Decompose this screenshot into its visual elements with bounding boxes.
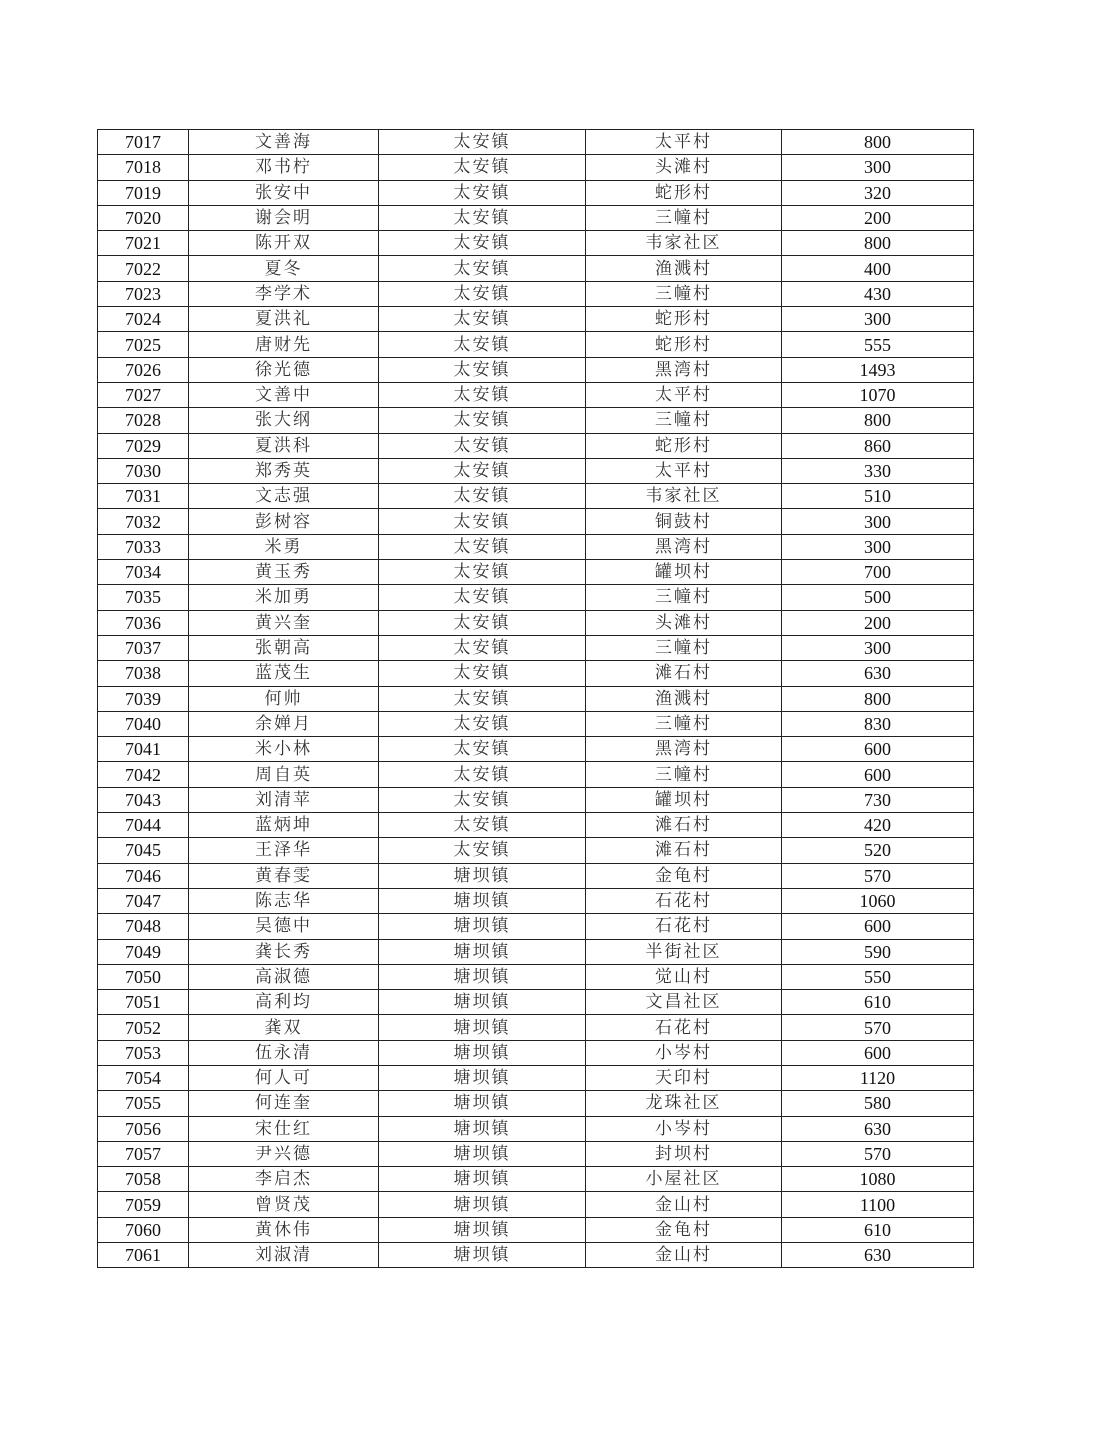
village-cell: 渔溅村 [586,686,782,711]
table-row [98,509,974,534]
amount-cell: 630 [782,1116,974,1141]
town-cell: 塘坝镇 [379,990,586,1015]
table-row [98,155,974,180]
village-cell: 头滩村 [586,610,782,635]
village-cell: 头滩村 [586,155,782,180]
town-cell: 太安镇 [379,205,586,230]
row-number-cell: 7019 [98,180,189,205]
row-number-cell: 7025 [98,332,189,357]
row-number-cell: 7043 [98,787,189,812]
person-name-cell: 黄玉秀 [189,560,379,585]
table-row [98,737,974,762]
table-row [98,357,974,382]
row-number-cell: 7028 [98,408,189,433]
town-cell: 太安镇 [379,686,586,711]
village-cell: 滩石村 [586,661,782,686]
person-name-cell: 刘清苹 [189,787,379,812]
person-name-cell: 张大纲 [189,408,379,433]
row-number-cell: 7056 [98,1116,189,1141]
row-number-cell: 7036 [98,610,189,635]
town-cell: 塘坝镇 [379,1065,586,1090]
amount-cell: 610 [782,990,974,1015]
table-row [98,560,974,585]
village-cell: 三幢村 [586,585,782,610]
person-name-cell: 何人可 [189,1065,379,1090]
person-name-cell: 彭树容 [189,509,379,534]
town-cell: 太安镇 [379,585,586,610]
amount-cell: 520 [782,838,974,863]
row-number-cell: 7031 [98,484,189,509]
row-number-cell: 7054 [98,1065,189,1090]
village-cell: 黑湾村 [586,737,782,762]
table-row [98,433,974,458]
amount-cell: 320 [782,180,974,205]
town-cell: 太安镇 [379,711,586,736]
village-cell: 三幢村 [586,408,782,433]
table-row [98,205,974,230]
amount-cell: 830 [782,711,974,736]
amount-cell: 590 [782,939,974,964]
person-name-cell: 蓝茂生 [189,661,379,686]
person-name-cell: 黄兴奎 [189,610,379,635]
data-table [97,129,974,1268]
table-row [98,1217,974,1242]
person-name-cell: 张安中 [189,180,379,205]
row-number-cell: 7023 [98,281,189,306]
table-row [98,1091,974,1116]
town-cell: 太安镇 [379,180,586,205]
person-name-cell: 文善中 [189,382,379,407]
village-cell: 三幢村 [586,635,782,660]
row-number-cell: 7050 [98,964,189,989]
table-row [98,231,974,256]
person-name-cell: 宋仕红 [189,1116,379,1141]
amount-cell: 630 [782,661,974,686]
table-row [98,458,974,483]
table-row [98,711,974,736]
person-name-cell: 王泽华 [189,838,379,863]
row-number-cell: 7053 [98,1040,189,1065]
town-cell: 太安镇 [379,509,586,534]
town-cell: 塘坝镇 [379,1192,586,1217]
table-row [98,914,974,939]
village-cell: 蛇形村 [586,433,782,458]
person-name-cell: 米加勇 [189,585,379,610]
amount-cell: 300 [782,307,974,332]
village-cell: 小岑村 [586,1040,782,1065]
table-row [98,635,974,660]
town-cell: 太安镇 [379,484,586,509]
row-number-cell: 7058 [98,1167,189,1192]
amount-cell: 550 [782,964,974,989]
amount-cell: 630 [782,1243,974,1268]
person-name-cell: 李启杰 [189,1167,379,1192]
town-cell: 太安镇 [379,635,586,660]
table-row [98,610,974,635]
row-number-cell: 7039 [98,686,189,711]
table-row [98,307,974,332]
row-number-cell: 7033 [98,534,189,559]
village-cell: 三幢村 [586,281,782,306]
person-name-cell: 高利均 [189,990,379,1015]
village-cell: 石花村 [586,914,782,939]
row-number-cell: 7057 [98,1141,189,1166]
amount-cell: 860 [782,433,974,458]
person-name-cell: 夏洪科 [189,433,379,458]
amount-cell: 800 [782,130,974,155]
village-cell: 龙珠社区 [586,1091,782,1116]
person-name-cell: 郑秀英 [189,458,379,483]
person-name-cell: 夏冬 [189,256,379,281]
amount-cell: 300 [782,534,974,559]
town-cell: 塘坝镇 [379,939,586,964]
town-cell: 塘坝镇 [379,1217,586,1242]
row-number-cell: 7030 [98,458,189,483]
town-cell: 太安镇 [379,560,586,585]
amount-cell: 570 [782,1141,974,1166]
village-cell: 半街社区 [586,939,782,964]
village-cell: 蛇形村 [586,180,782,205]
amount-cell: 1493 [782,357,974,382]
person-name-cell: 谢会明 [189,205,379,230]
village-cell: 金山村 [586,1243,782,1268]
village-cell: 黑湾村 [586,534,782,559]
row-number-cell: 7017 [98,130,189,155]
town-cell: 塘坝镇 [379,1167,586,1192]
amount-cell: 600 [782,737,974,762]
table-row [98,787,974,812]
person-name-cell: 何帅 [189,686,379,711]
person-name-cell: 高淑德 [189,964,379,989]
table-row [98,408,974,433]
table-body [98,130,974,1268]
table-row [98,1141,974,1166]
table-row [98,281,974,306]
village-cell: 小岑村 [586,1116,782,1141]
person-name-cell: 曾贤茂 [189,1192,379,1217]
town-cell: 太安镇 [379,155,586,180]
row-number-cell: 7022 [98,256,189,281]
person-name-cell: 龚双 [189,1015,379,1040]
village-cell: 文昌社区 [586,990,782,1015]
table-row [98,180,974,205]
table-row [98,1065,974,1090]
table-row [98,1243,974,1268]
village-cell: 韦家社区 [586,484,782,509]
town-cell: 太安镇 [379,281,586,306]
person-name-cell: 陈开双 [189,231,379,256]
row-number-cell: 7026 [98,357,189,382]
village-cell: 罐坝村 [586,560,782,585]
person-name-cell: 何连奎 [189,1091,379,1116]
row-number-cell: 7041 [98,737,189,762]
row-number-cell: 7032 [98,509,189,534]
row-number-cell: 7040 [98,711,189,736]
person-name-cell: 黄春雯 [189,863,379,888]
person-name-cell: 夏洪礼 [189,307,379,332]
village-cell: 三幢村 [586,762,782,787]
village-cell: 小屋社区 [586,1167,782,1192]
amount-cell: 800 [782,231,974,256]
person-name-cell: 米勇 [189,534,379,559]
town-cell: 塘坝镇 [379,888,586,913]
row-number-cell: 7045 [98,838,189,863]
town-cell: 太安镇 [379,130,586,155]
village-cell: 渔溅村 [586,256,782,281]
person-name-cell: 龚长秀 [189,939,379,964]
town-cell: 太安镇 [379,610,586,635]
village-cell: 封坝村 [586,1141,782,1166]
table-row [98,661,974,686]
amount-cell: 1120 [782,1065,974,1090]
town-cell: 太安镇 [379,307,586,332]
town-cell: 太安镇 [379,382,586,407]
table-row [98,1040,974,1065]
row-number-cell: 7060 [98,1217,189,1242]
row-number-cell: 7061 [98,1243,189,1268]
amount-cell: 300 [782,155,974,180]
person-name-cell: 张朝高 [189,635,379,660]
town-cell: 太安镇 [379,737,586,762]
town-cell: 塘坝镇 [379,1015,586,1040]
row-number-cell: 7034 [98,560,189,585]
town-cell: 太安镇 [379,534,586,559]
table-row [98,534,974,559]
person-name-cell: 蓝炳坤 [189,813,379,838]
table-row [98,585,974,610]
row-number-cell: 7037 [98,635,189,660]
person-name-cell: 尹兴德 [189,1141,379,1166]
town-cell: 太安镇 [379,256,586,281]
row-number-cell: 7035 [98,585,189,610]
person-name-cell: 邓书柠 [189,155,379,180]
row-number-cell: 7020 [98,205,189,230]
amount-cell: 800 [782,686,974,711]
row-number-cell: 7042 [98,762,189,787]
table-row [98,762,974,787]
amount-cell: 600 [782,914,974,939]
town-cell: 太安镇 [379,408,586,433]
village-cell: 铜鼓村 [586,509,782,534]
person-name-cell: 黄休伟 [189,1217,379,1242]
row-number-cell: 7051 [98,990,189,1015]
row-number-cell: 7049 [98,939,189,964]
person-name-cell: 余婵月 [189,711,379,736]
row-number-cell: 7059 [98,1192,189,1217]
village-cell: 太平村 [586,130,782,155]
table-row [98,990,974,1015]
person-name-cell: 文志强 [189,484,379,509]
table-row [98,1015,974,1040]
village-cell: 韦家社区 [586,231,782,256]
person-name-cell: 唐财先 [189,332,379,357]
person-name-cell: 文善海 [189,130,379,155]
person-name-cell: 周自英 [189,762,379,787]
town-cell: 太安镇 [379,231,586,256]
village-cell: 太平村 [586,458,782,483]
table-row [98,863,974,888]
town-cell: 太安镇 [379,787,586,812]
amount-cell: 430 [782,281,974,306]
table-row [98,332,974,357]
village-cell: 三幢村 [586,205,782,230]
amount-cell: 1080 [782,1167,974,1192]
town-cell: 太安镇 [379,813,586,838]
village-cell: 黑湾村 [586,357,782,382]
amount-cell: 1100 [782,1192,974,1217]
row-number-cell: 7024 [98,307,189,332]
amount-cell: 300 [782,509,974,534]
row-number-cell: 7047 [98,888,189,913]
village-cell: 蛇形村 [586,332,782,357]
amount-cell: 555 [782,332,974,357]
amount-cell: 600 [782,1040,974,1065]
amount-cell: 500 [782,585,974,610]
village-cell: 滩石村 [586,813,782,838]
table-row [98,964,974,989]
town-cell: 太安镇 [379,332,586,357]
table-row [98,130,974,155]
town-cell: 塘坝镇 [379,1243,586,1268]
village-cell: 罐坝村 [586,787,782,812]
row-number-cell: 7027 [98,382,189,407]
table-row [98,939,974,964]
amount-cell: 610 [782,1217,974,1242]
amount-cell: 300 [782,635,974,660]
table-row [98,813,974,838]
village-cell: 天印村 [586,1065,782,1090]
amount-cell: 700 [782,560,974,585]
person-name-cell: 陈志华 [189,888,379,913]
amount-cell: 600 [782,762,974,787]
town-cell: 太安镇 [379,458,586,483]
amount-cell: 570 [782,1015,974,1040]
town-cell: 塘坝镇 [379,1141,586,1166]
town-cell: 太安镇 [379,357,586,382]
table-row [98,1116,974,1141]
amount-cell: 570 [782,863,974,888]
person-name-cell: 米小林 [189,737,379,762]
town-cell: 塘坝镇 [379,1116,586,1141]
village-cell: 觉山村 [586,964,782,989]
person-name-cell: 伍永清 [189,1040,379,1065]
town-cell: 塘坝镇 [379,914,586,939]
table-row [98,256,974,281]
person-name-cell: 徐光德 [189,357,379,382]
person-name-cell: 李学术 [189,281,379,306]
town-cell: 太安镇 [379,433,586,458]
town-cell: 太安镇 [379,661,586,686]
amount-cell: 730 [782,787,974,812]
village-cell: 滩石村 [586,838,782,863]
town-cell: 太安镇 [379,762,586,787]
village-cell: 太平村 [586,382,782,407]
town-cell: 塘坝镇 [379,1040,586,1065]
amount-cell: 1060 [782,888,974,913]
village-cell: 蛇形村 [586,307,782,332]
table-row [98,1167,974,1192]
amount-cell: 400 [782,256,974,281]
amount-cell: 800 [782,408,974,433]
village-cell: 三幢村 [586,711,782,736]
amount-cell: 200 [782,205,974,230]
table-row [98,1192,974,1217]
row-number-cell: 7018 [98,155,189,180]
town-cell: 塘坝镇 [379,964,586,989]
row-number-cell: 7044 [98,813,189,838]
table-row [98,888,974,913]
table-row [98,686,974,711]
row-number-cell: 7038 [98,661,189,686]
town-cell: 塘坝镇 [379,1091,586,1116]
village-cell: 石花村 [586,1015,782,1040]
row-number-cell: 7055 [98,1091,189,1116]
table-row [98,838,974,863]
town-cell: 太安镇 [379,838,586,863]
row-number-cell: 7021 [98,231,189,256]
table-row [98,484,974,509]
village-cell: 石花村 [586,888,782,913]
row-number-cell: 7048 [98,914,189,939]
village-cell: 金龟村 [586,1217,782,1242]
amount-cell: 510 [782,484,974,509]
amount-cell: 580 [782,1091,974,1116]
village-cell: 金龟村 [586,863,782,888]
table-row [98,382,974,407]
person-name-cell: 吴德中 [189,914,379,939]
amount-cell: 420 [782,813,974,838]
amount-cell: 200 [782,610,974,635]
row-number-cell: 7029 [98,433,189,458]
amount-cell: 1070 [782,382,974,407]
town-cell: 塘坝镇 [379,863,586,888]
row-number-cell: 7052 [98,1015,189,1040]
row-number-cell: 7046 [98,863,189,888]
amount-cell: 330 [782,458,974,483]
person-name-cell: 刘淑清 [189,1243,379,1268]
village-cell: 金山村 [586,1192,782,1217]
